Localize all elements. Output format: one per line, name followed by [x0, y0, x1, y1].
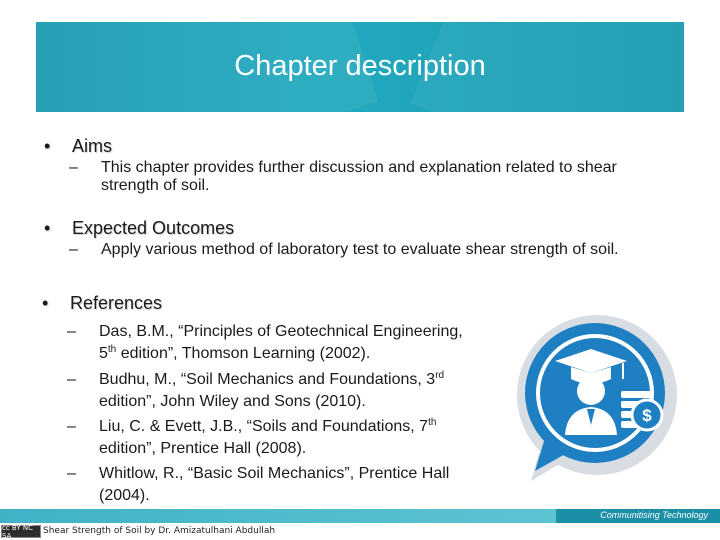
footer-credit: Shear Strength of Soil by Dr. Amizatulhani Abdullah: [43, 526, 276, 536]
bullet: •: [44, 218, 51, 238]
outcomes-item: [69, 241, 659, 259]
dash: –: [67, 418, 76, 435]
graduate-money-logo-icon: [509, 313, 689, 483]
reference-item: [67, 369, 527, 413]
slide-title: Chapter description: [234, 50, 486, 82]
section-heading-aims: Aims: [72, 136, 112, 156]
reference-text: Whitlow, R., “Basic Soil Mechanics”, Prentice Hall (2004).: [99, 465, 450, 504]
section-heading-references: References: [70, 293, 163, 313]
section-outcomes: [44, 218, 234, 239]
dash: –: [67, 323, 76, 340]
footer-bar: [0, 509, 556, 523]
section-heading-outcomes: Expected Outcomes: [72, 218, 235, 238]
footer-tagline-bar: [556, 509, 720, 523]
section-references: [42, 293, 162, 314]
outcomes-text: Apply various method of laboratory test to evaluate shear strength of soil.: [101, 241, 619, 258]
footer-tagline: Communitising Technology: [600, 510, 708, 520]
aims-item: [69, 159, 649, 195]
reference-text: Das, B.M., “Principles of Geotechnical Engineering, 5th edition”, Thomson Learning (2002).: [99, 323, 463, 362]
section-aims: [44, 136, 112, 157]
creative-commons-icon[interactable]: cc BY NC SA: [1, 525, 41, 538]
title-banner: [36, 22, 684, 112]
reference-text: Liu, C. & Evett, J.B., “Soils and Foundations, 7th edition”, Prentice Hall (2008).: [99, 417, 437, 457]
reference-item: [67, 463, 527, 507]
reference-item: [67, 416, 527, 460]
dash: –: [67, 371, 76, 388]
reference-text: Budhu, M., “Soil Mechanics and Foundations, 3rd edition”, John Wiley and Sons (2010).: [99, 370, 445, 410]
bullet: •: [44, 136, 51, 156]
dash: –: [69, 241, 78, 258]
bullet: •: [42, 293, 49, 313]
reference-item: [67, 321, 527, 365]
dash: –: [69, 159, 78, 176]
aims-text: This chapter provides further discussion and explanation related to shear strength of soil.: [101, 159, 617, 194]
dash: –: [67, 465, 76, 482]
svg-text:$: $: [642, 406, 652, 425]
